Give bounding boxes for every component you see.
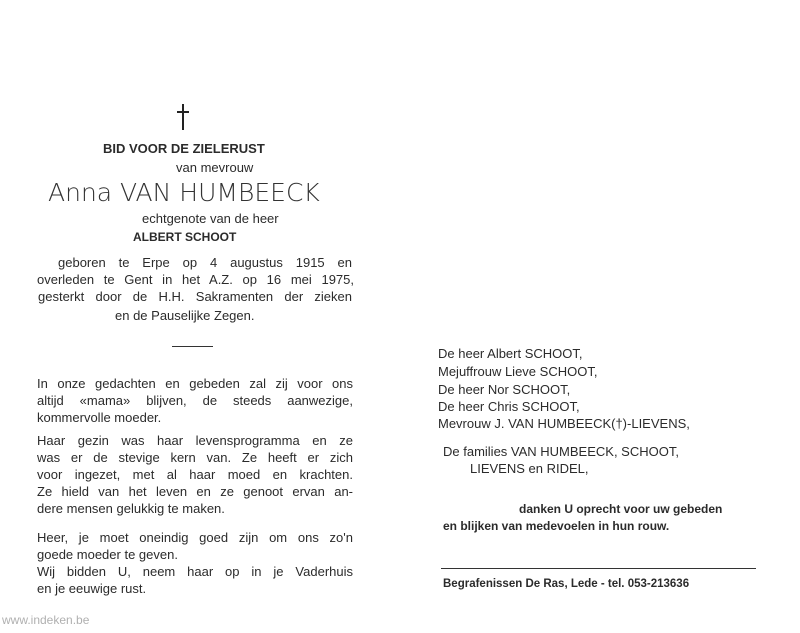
deceased-name: Anna VAN HUMBEECK (48, 178, 320, 207)
paragraph-line: en je eeuwige rust. (37, 581, 147, 596)
paragraph-line: dere mensen gelukkig te maken. (37, 501, 225, 516)
family-member: Mejuffrouw Lieve SCHOOT, (438, 364, 598, 379)
spouse-intro: echtgenote van de heer (142, 211, 279, 226)
paragraph-line: Ze hield van het leven en ze genoot ervan an- (37, 484, 353, 499)
thanks-line: danken U oprecht voor uw gebeden (519, 502, 723, 516)
paragraph-line: goede moeder te geven. (37, 547, 178, 562)
families-line: De families VAN HUMBEECK, SCHOOT, (443, 444, 679, 459)
bio-line: geboren te Erpe op 4 augustus 1915 en (58, 255, 352, 270)
family-member: De heer Chris SCHOOT, (438, 399, 580, 414)
family-member: De heer Albert SCHOOT, (438, 346, 583, 361)
bio-line: gesterkt door de H.H. Sakramenten der zieken (38, 289, 352, 304)
family-member: Mevrouw J. VAN HUMBEECK(†)-LIEVENS, (438, 416, 690, 431)
bio-line: overleden te Gent in het A.Z. op 16 mei 1975, (37, 272, 354, 287)
family-member: De heer Nor SCHOOT, (438, 382, 571, 397)
divider-short (172, 346, 213, 347)
paragraph-line: Heer, je moet oneindig goed zijn om ons zo'n (37, 530, 353, 545)
bio-line: en de Pauselijke Zegen. (115, 308, 255, 323)
watermark-text: www.indeken.be (2, 613, 90, 627)
paragraph-line: Haar gezin was haar levensprogramma en ze (37, 433, 353, 448)
paragraph-line: voor ingezet, met al haar moed en krachten. (37, 467, 353, 482)
prayer-heading: BID VOOR DE ZIELERUST (103, 141, 265, 156)
families-line: LIEVENS en RIDEL, (470, 461, 589, 476)
van-mevrouw-text: van mevrouw (176, 160, 254, 175)
thanks-line: en blijken van medevoelen in hun rouw. (443, 519, 670, 533)
spouse-name: ALBERT SCHOOT (133, 230, 237, 244)
paragraph-line: In onze gedachten en gebeden zal zij voor ons (37, 376, 353, 391)
paragraph-line: was er de stevige kern van. Ze heeft er zich (37, 450, 353, 465)
paragraph-line: kommervolle moeder. (37, 410, 162, 425)
paragraph-line: Wij bidden U, neem haar op in je Vaderhuis (37, 564, 353, 579)
divider-long (441, 568, 756, 569)
cross-icon (176, 104, 190, 130)
undertaker-line: Begrafenissen De Ras, Lede - tel. 053-213636 (443, 578, 690, 590)
paragraph-line: altijd «mama» blijven, de steeds aanwezige, (37, 393, 353, 408)
